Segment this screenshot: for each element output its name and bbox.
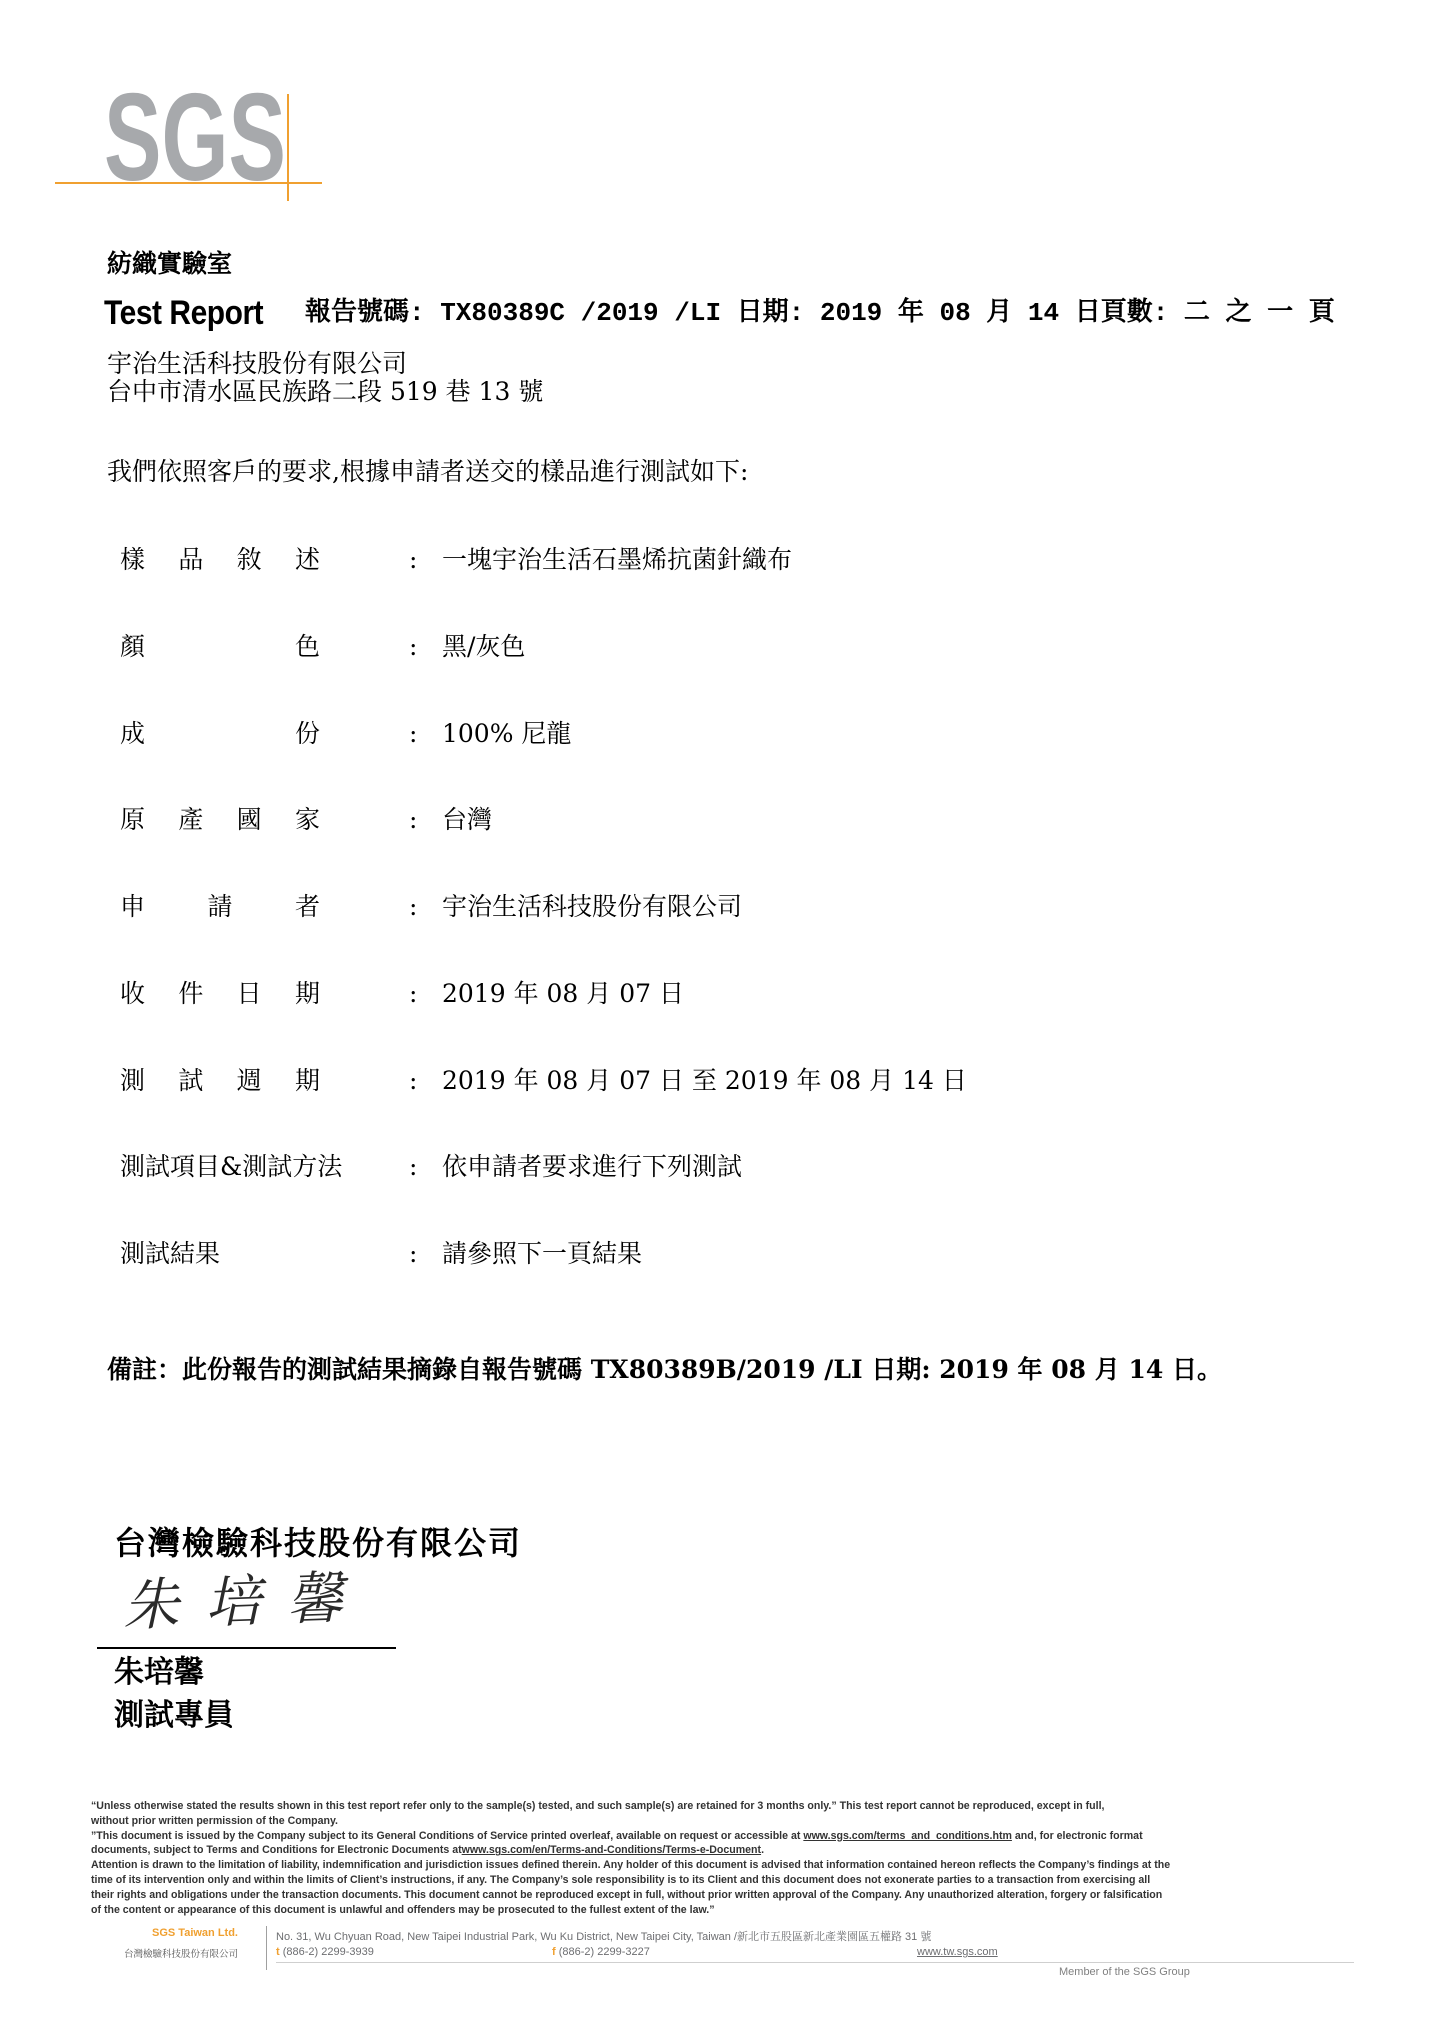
field-value: 一塊宇治生活石墨烯抗菌針織布 [442, 545, 793, 574]
signature-line [97, 1647, 396, 1649]
field-label: 測試項目&測試方法 [120, 1152, 343, 1182]
remark-note: 備註：此份報告的測試結果摘錄自報告號碼 TX80389B/2019 /LI 日期: 2019 年 08 月 14 日。 [107, 1355, 1222, 1384]
field-value: 黑/灰色 [442, 631, 526, 661]
telephone-prefix: t [276, 1946, 280, 1958]
field-row-applicant [0, 894, 1440, 981]
disclaimer-text: ”This document is issued by the Company subject to its General Conditions of Service printed overleaf, available on request or accessible at [91, 1829, 804, 1842]
field-separator: : [409, 718, 418, 748]
sample-info-table [0, 547, 1440, 1328]
field-label: 申 請 者 [120, 892, 320, 921]
field-row-test-results [0, 1241, 1440, 1328]
report-info: 報告號碼: TX80389C /2019 /LI 日期: 2019 年 08 月 14 日頁數: 二 之 一 頁 [305, 298, 1335, 328]
field-row-color [0, 631, 1440, 721]
field-row-received-date [0, 978, 1440, 1068]
footer-divider [276, 1962, 1354, 1963]
footer-website-link[interactable]: www.tw.sgs.com [917, 1946, 998, 1958]
disclaimer-text: and, for electronic format [1011, 1829, 1143, 1842]
field-row-testing-period [0, 1065, 1440, 1155]
disclaimer-line: of the content or appearance of this document is unlawful and offenders may be prosecuted to the fullest extent of the law.” [91, 1903, 715, 1916]
footer-separator [266, 1926, 267, 1970]
lab-name: 紡織實驗室 [107, 249, 233, 278]
field-label: 測 試 週 期 [120, 1065, 320, 1095]
field-value: 2019 年 08 月 07 日 至 2019 年 08 月 14 日 [442, 1065, 967, 1095]
client-name: 宇治生活科技股份有限公司 [107, 349, 408, 378]
field-row-country-of-origin [0, 807, 1440, 894]
field-separator: : [409, 631, 418, 661]
signatory-title: 測試專員 [114, 1698, 234, 1733]
field-row-composition [0, 718, 1440, 808]
signatory-company: 台灣檢驗科技股份有限公司 [114, 1524, 523, 1562]
footer-company-zh: 台灣檢驗科技股份有限公司 [123, 1949, 238, 1960]
document-title: Test Report [104, 294, 264, 332]
disclaimer-line: Attention is drawn to the limitation of liability, indemnification and jurisdiction issues defined therein. Any holder of this document is advised that information contained hereon reflects the Company’s findings at the [91, 1859, 1171, 1872]
footer-fax [552, 1946, 650, 1958]
field-value: 請參照下一頁結果 [442, 1239, 643, 1268]
field-row-test-items-methods [0, 1154, 1440, 1241]
disclaimer-text: documents, subject to Terms and Conditions for Electronic Documents at [91, 1844, 462, 1857]
intro-text: 我們依照客戶的要求,根據申請者送交的樣品進行測試如下: [107, 457, 749, 486]
handwritten-signature: 朱培馨 [121, 1565, 370, 1639]
disclaimer-line: without prior written permission of the Company. [91, 1814, 338, 1827]
telephone-number: (886-2) 2299-3939 [279, 1946, 374, 1958]
field-separator: : [409, 1152, 418, 1182]
field-label: 成 份 [120, 718, 320, 748]
field-separator: : [409, 892, 418, 921]
field-separator: : [409, 1239, 418, 1268]
sgs-logo-text: SGS [104, 69, 286, 207]
field-label: 原 產 國 家 [120, 805, 320, 835]
signatory-name: 朱培馨 [114, 1655, 204, 1690]
field-separator: : [409, 545, 418, 574]
legal-disclaimer [91, 1799, 1391, 1917]
e-document-terms-link[interactable]: www.sgs.com/en/Terms-and-Conditions/Terms-e-Document [461, 1844, 762, 1857]
client-address: 台中市清水區民族路二段 519 巷 13 號 [107, 377, 544, 406]
fax-prefix: f [552, 1946, 556, 1958]
field-row-sample-description [0, 547, 1440, 634]
field-label: 測試結果 [120, 1239, 221, 1268]
fax-number: (886-2) 2299-3227 [555, 1946, 650, 1958]
disclaimer-text: . [761, 1844, 765, 1857]
disclaimer-line [91, 1843, 1391, 1858]
footer-member-note: Member of the SGS Group [1059, 1966, 1190, 1978]
terms-conditions-link[interactable]: www.sgs.com/terms_and_conditions.htm [803, 1829, 1012, 1842]
field-label: 顏 色 [120, 631, 320, 661]
field-value: 宇治生活科技股份有限公司 [442, 892, 743, 921]
field-label: 樣 品 敘 述 [120, 545, 320, 574]
disclaimer-line: their rights and obligations under the transaction documents. This document cannot be reproduced except in full, without prior written approval of the Company. Any unauthorized alteration, forgery or falsification [91, 1888, 1163, 1901]
field-label: 收 件 日 期 [120, 978, 320, 1008]
disclaimer-line: “Unless otherwise stated the results shown in this test report refer only to the sample(s) tested, and such sample(s) are retained for 3 months only.” This test report cannot be reproduced, except in full, [91, 1800, 1105, 1812]
sgs-logo [0, 0, 400, 230]
footer-address: No. 31, Wu Chyuan Road, New Taipei Industrial Park, Wu Ku District, New Taipei City, Taiwan /新北市五股區新北產業園區五權路 31 號 [276, 1931, 932, 1943]
disclaimer-line [91, 1829, 1391, 1844]
field-separator: : [409, 1065, 418, 1095]
field-value: 2019 年 08 月 07 日 [442, 978, 684, 1008]
disclaimer-line: time of its intervention only and within the limits of Client’s instructions, if any. The Company’s sole responsibility is to its Client and this document does not exonerate parties to a transaction from exercising all [91, 1873, 1151, 1886]
field-separator: : [409, 978, 418, 1008]
footer-telephone [276, 1946, 374, 1958]
field-separator: : [409, 805, 418, 835]
field-value: 台灣 [442, 805, 493, 835]
field-value: 100% 尼龍 [442, 718, 572, 748]
footer-company-en: SGS Taiwan Ltd. [152, 1927, 238, 1939]
field-value: 依申請者要求進行下列測試 [442, 1152, 743, 1182]
